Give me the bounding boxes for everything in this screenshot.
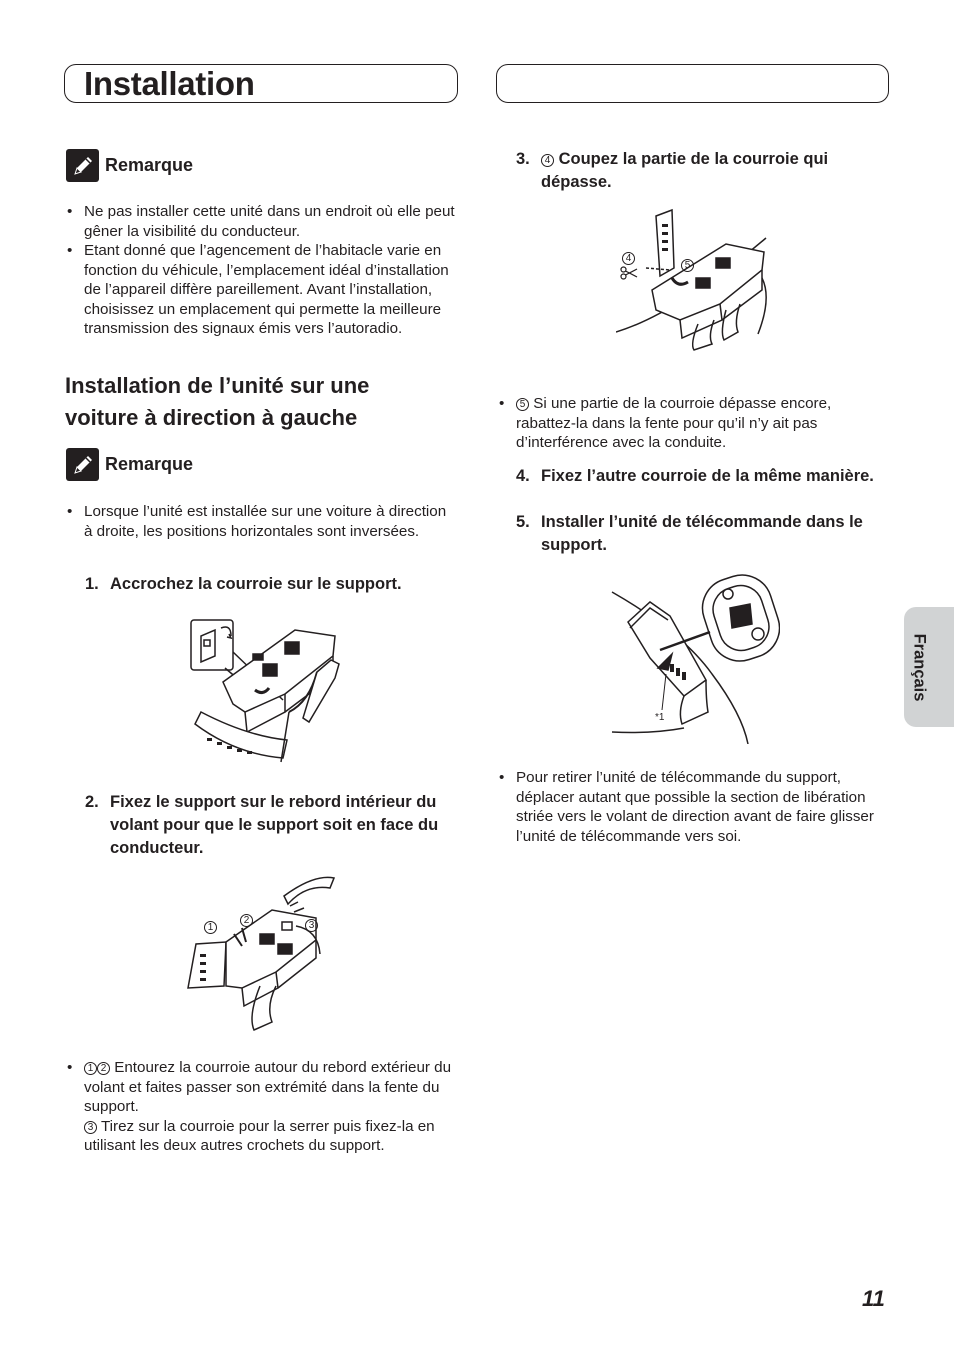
callout-label: 1 (84, 1062, 97, 1075)
section-title: Installation de l’unité sur une voiture à direction à gauche (65, 373, 370, 430)
step-text: 4 Coupez la partie de la courroie qui dépasse. (541, 150, 829, 191)
fig2-notes (65, 1058, 460, 1156)
step-number: 2. (85, 793, 99, 811)
callout-label: 5 (516, 398, 529, 411)
callout-label: 5 (681, 259, 694, 272)
list-item-text: Tirez sur la courroie pour la serrer puis fixez-la en utilisant les deux autres crochets du support. (84, 1117, 435, 1154)
note-heading (66, 448, 193, 481)
page-number: 11 (862, 1286, 885, 1311)
list-item: • Pour retirer l’unité de télécommande du support, déplacer autant que possible la section de libération striée vers le volant de direction avant de faire glisser l’unité de télécommande vers soi. (497, 768, 889, 846)
figure-cut-strap (616, 208, 772, 352)
step-number: 4. (516, 467, 530, 485)
figure-attach-holder (186, 876, 336, 1032)
callout-label: 4 (622, 252, 635, 265)
callout-label: 2 (240, 914, 253, 927)
figure-hook-strap (185, 612, 345, 772)
step-text: Accrochez la courroie sur le support. (110, 575, 402, 593)
note-label: Remarque (105, 454, 194, 474)
list-item: • Lorsque l’unité est installée sur une voiture à direction à droite, les positions horizontales sont inversées. (65, 502, 455, 541)
callout-label: 3 (305, 919, 318, 932)
step-1 (85, 573, 460, 596)
list-item (497, 394, 889, 453)
list-item: • Ne pas installer cette unité dans un endroit où elle peut gêner la visibilité du conducteur. (65, 202, 460, 241)
step3-notes (497, 394, 889, 453)
step-4 (516, 465, 888, 488)
note-pencil-icon (66, 448, 99, 481)
step-text: Fixez l’autre courroie de la même manière. (541, 467, 874, 485)
callout-label: 1 (204, 921, 217, 934)
step-3 (516, 148, 888, 194)
scissors-icon (620, 266, 638, 280)
step5-notes (497, 768, 889, 846)
step-2 (85, 791, 460, 860)
note1-list (65, 202, 460, 339)
header-box-right (496, 64, 889, 103)
step-number: 5. (516, 513, 530, 531)
list-item (65, 1058, 460, 1156)
figure-label: *1 (655, 712, 665, 723)
callout-label: 2 (97, 1062, 110, 1075)
page-title: Installation (84, 65, 255, 102)
language-label: Français (910, 633, 929, 701)
list-item: • Etant donné que l’agencement de l’habitacle varie en fonction du véhicule, l’emplacement idéal d’installation de l’appareil diffère pareillement. Avant l’installation, choisissez un emplacement qui permette la meilleure transmission des signaux émis vers l’autoradio. (65, 241, 460, 339)
step-text: Installer l’unité de télécommande dans le support. (541, 513, 863, 554)
list-item-text: Entourez la courroie autour du rebord extérieur du volant et faites passer son extrémité dans la fente du support. (84, 1059, 452, 1115)
step-5 (516, 511, 888, 557)
figure-remote-insert (610, 572, 780, 744)
note-pencil-icon (66, 149, 99, 182)
note-heading (66, 149, 193, 182)
list-item-text: Si une partie de la courroie dépasse encore, rabattez-la dans la fente pour qu’il n’y ait pas d’interférence avec la conduite. (516, 395, 832, 451)
step-text: Fixez le support sur le rebord intérieur du volant pour que le support soit en face du conducteur. (110, 793, 439, 857)
callout-label: 3 (84, 1121, 97, 1134)
step-number: 1. (85, 575, 99, 593)
note-label: Remarque (105, 155, 194, 175)
callout-label: 4 (541, 154, 554, 167)
note2-list (65, 502, 455, 541)
step-number: 3. (516, 150, 530, 168)
